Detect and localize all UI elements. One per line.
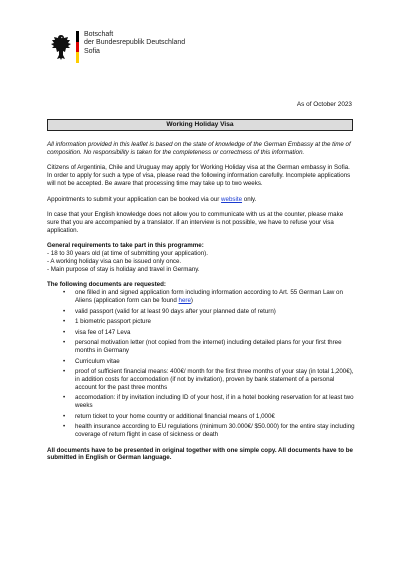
final-note: All documents have to be presented in original together with one simple copy. All documents have to be submitted in English or German language. [47, 446, 353, 462]
document-item-text: 1 biometric passport picture [75, 318, 152, 326]
bullet-icon: • [63, 423, 66, 431]
document-item [47, 394, 355, 410]
appointments-paragraph [47, 196, 355, 204]
embassy-line-1: Botschaft [84, 31, 114, 38]
requirements-heading: General requirements to take part in this programme: [47, 242, 204, 250]
document-item-text: personal motivation letter (not copied from the internet) including detailed plans for your first three months in Germany [75, 339, 342, 354]
document-item-text: accomodation: if by invitation including ID of your host, if in a hotel booking reservation for at least two weeks [75, 394, 354, 410]
document-item-text: one filled in and signed application form including information according to Art. 55 German Law on Aliens (application form can be found [75, 289, 343, 305]
website-link[interactable]: website [221, 195, 243, 203]
document-body [47, 141, 355, 470]
requirement-item: - 18 to 30 years old (at time of submitting your application). [47, 250, 208, 258]
document-item [47, 339, 355, 355]
appointments-text-after: only. [242, 195, 257, 203]
federal-eagle-icon [50, 33, 72, 61]
application-form-link[interactable]: here [178, 297, 191, 305]
document-item-text: return ticket to your home country or additional financial means of 1,000€ [75, 412, 275, 420]
language-paragraph: In case that your English knowledge does not allow you to communicate with us at the counter, please make sure that you are accompanied by a translator. If an interview is not possible, we have to refuse your visa application. [47, 210, 344, 234]
documents-heading: The following documents are requested: [47, 281, 166, 289]
document-item [47, 289, 355, 305]
document-item-text: Curriculum vitae [75, 357, 120, 365]
document-item-text: proof of sufficient financial means: 400€/ month for the first three months of your stay (in total 1,200€), in addition costs for accomodation (if not by invitation), proven by bank statement of a personal account for the past three months [75, 368, 354, 391]
bullet-icon: • [63, 368, 66, 375]
document-item [47, 308, 355, 316]
bullet-icon: • [63, 328, 66, 336]
requirement-item: - Main purpose of stay is holiday and travel in Germany. [47, 265, 200, 273]
flag-stripe-red [76, 42, 79, 53]
flag-stripe-black [76, 31, 79, 42]
appointments-text-before: Appointments to submit your application can be booked via our [47, 195, 222, 203]
bullet-icon: • [63, 412, 66, 420]
embassy-name [84, 31, 185, 56]
document-item-text: valid passport (valid for at least 90 days after your planned date of return) [75, 307, 276, 315]
bullet-icon: • [63, 339, 66, 347]
document-item-text: visa fee of 147 Leva [75, 328, 131, 336]
document-item-text: health insurance according to EU regulations (minimum 30.000€/ $50.000) for the entire stay including coverage of return flight in case of sickness or death [75, 423, 355, 439]
requirements-list [47, 250, 355, 274]
disclaimer-paragraph: All information provided in this leaflet is based on the state of knowledge of the German Embassy at the time of composition. No responsibility is taken for the completeness or correctness of this information. [47, 141, 351, 156]
bullet-icon: • [63, 307, 66, 315]
bullet-icon: • [63, 357, 66, 365]
citizens-paragraph: Citizens of Argentinia, Chile and Uruguay may apply for Working Holiday visa at the German embassy in Sofia. In order to apply for such a type of visa, please read the following information carefully. Incomplete applications will not be accepted. Be aware that processing time may take up to two weeks. [47, 164, 351, 188]
bullet-icon: • [63, 318, 66, 326]
document-item [47, 368, 355, 392]
bullet-icon: • [63, 394, 66, 402]
document-date: As of October 2023 [296, 101, 352, 108]
document-item [47, 318, 355, 326]
flag-stripe-gold [76, 52, 79, 63]
requirement-item: - A working holiday visa can be issued only once. [47, 257, 182, 265]
document-item [47, 329, 355, 337]
document-title: Working Holiday Visa [47, 119, 353, 131]
documents-list [47, 289, 355, 439]
document-item [47, 358, 355, 366]
embassy-line-3: Sofia [84, 47, 100, 55]
bullet-icon: • [63, 289, 66, 297]
document-item [47, 423, 355, 439]
embassy-line-2: der Bundesrepublik Deutschland [84, 39, 186, 47]
document-item-text-end: ) [190, 297, 193, 305]
german-flag-bar [76, 31, 79, 63]
document-item [47, 413, 355, 421]
